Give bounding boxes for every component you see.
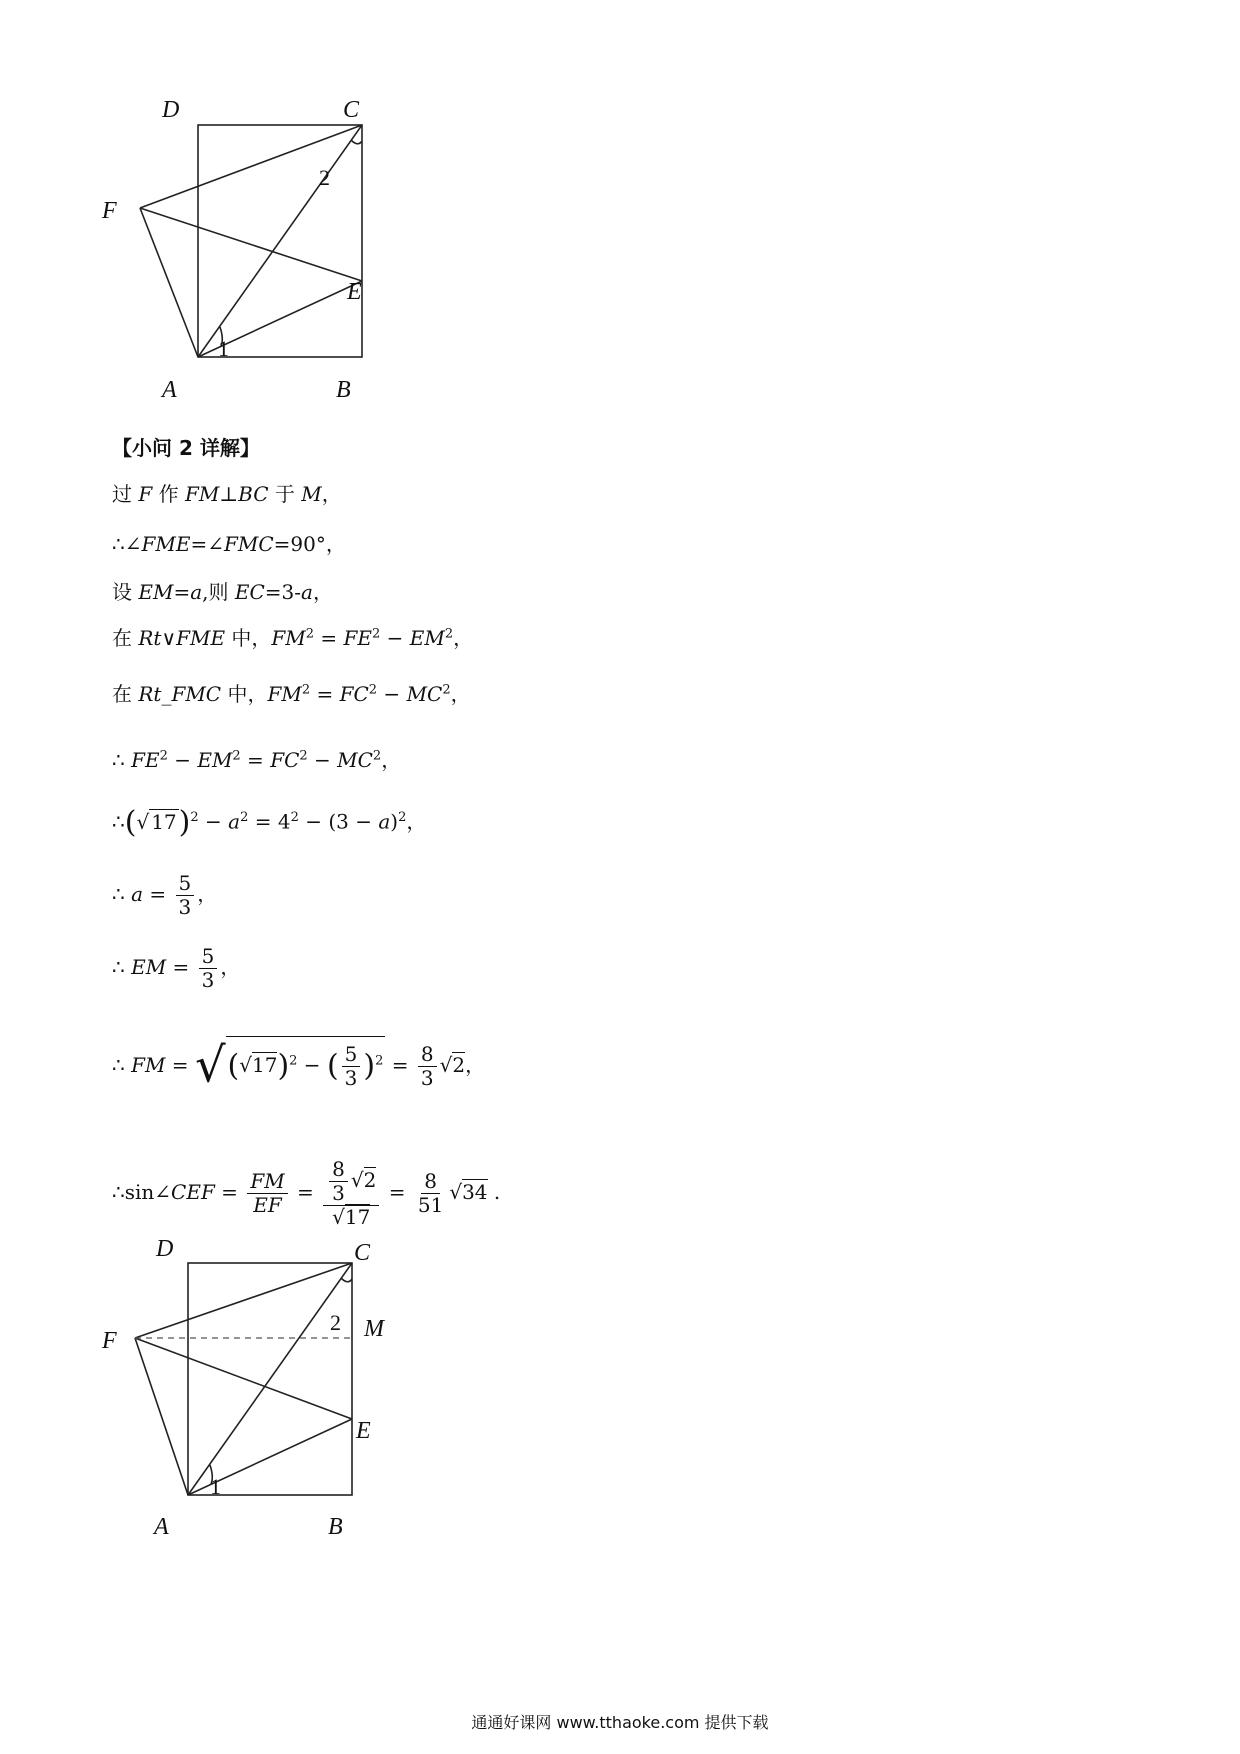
segment-fe (140, 208, 362, 281)
text: = (165, 1053, 195, 1077)
text: ， (321, 482, 342, 506)
text: = 4 (248, 809, 291, 834)
text: =3- (264, 580, 301, 604)
text: FE (343, 626, 373, 650)
text: − (3 − (298, 809, 379, 834)
fraction (176, 872, 195, 919)
numerator: 5 (176, 872, 195, 896)
text: ， (312, 580, 333, 604)
text: ， (381, 748, 402, 772)
denominator: 51 (417, 1193, 444, 1217)
text: EM (409, 626, 445, 650)
text: − (377, 682, 407, 706)
label-b: B (336, 377, 351, 403)
text: ， (450, 682, 471, 706)
text: M (301, 482, 322, 506)
text: 2 (368, 682, 378, 698)
text: MC (406, 682, 443, 706)
compound-fraction (323, 1158, 379, 1229)
fraction (415, 1170, 446, 1217)
text: = (314, 626, 344, 650)
angle-arc-2 (341, 1278, 352, 1282)
text: 2 (159, 748, 168, 764)
segment-fa (135, 1338, 188, 1495)
text: sin∠ (124, 1180, 172, 1204)
text: ∴ (112, 882, 132, 906)
text: √ (239, 1053, 252, 1077)
text: ∴ (112, 1180, 125, 1204)
label-f: F (102, 1328, 117, 1354)
text: =90°， (273, 532, 346, 556)
text: 在 (112, 682, 139, 706)
text: ， (197, 882, 218, 906)
text: 17 (344, 1205, 371, 1229)
step-6 (112, 748, 401, 772)
text: 2 (452, 1053, 466, 1077)
text: 17 (151, 809, 177, 834)
text: FM (267, 682, 302, 706)
text: 作 (152, 482, 185, 506)
text: − (307, 748, 338, 772)
step-1 (112, 482, 342, 506)
step-9 (112, 945, 240, 992)
figure-2 (100, 1228, 520, 1558)
text: FM⊥BC (184, 482, 269, 506)
segment-ac (188, 1263, 352, 1495)
text: EM (131, 955, 167, 979)
segment-fc (135, 1263, 352, 1338)
sqrt-17 (136, 810, 178, 834)
text: √ (136, 809, 150, 834)
numerator: 8 (329, 1158, 348, 1182)
text: = (382, 1180, 412, 1204)
denominator: 3 (332, 1181, 345, 1205)
text: − (297, 1053, 327, 1077)
text: FE (131, 748, 160, 772)
text: 2 (372, 748, 382, 764)
text: ( (124, 805, 137, 840)
text: 2 (398, 809, 407, 825)
text: FMC (223, 532, 274, 556)
denominator: EF (253, 1193, 282, 1217)
denominator: 3 (420, 1066, 434, 1090)
text: ) (363, 1048, 376, 1084)
fraction (247, 1170, 287, 1217)
text: EM=a (138, 580, 203, 604)
text: CEF (171, 1180, 215, 1204)
step-3 (112, 580, 333, 604)
label-b: B (328, 1514, 343, 1540)
label-f: F (102, 198, 117, 224)
text: 设 (112, 580, 139, 604)
segment-fa (140, 208, 198, 357)
text: FC (339, 682, 369, 706)
figure-1 (100, 95, 520, 425)
label-e: E (356, 1418, 371, 1444)
text: = (166, 955, 196, 979)
text: ， (406, 809, 427, 834)
label-d: D (162, 97, 180, 123)
text: a (301, 580, 313, 604)
fraction (418, 1043, 437, 1090)
text: 于 (268, 482, 302, 506)
text: ， (465, 1053, 486, 1077)
text: FM (131, 1053, 166, 1077)
section-heading: 【小问 2 详解】 (112, 436, 260, 460)
text: Rt_FMC (138, 682, 222, 706)
text: ) (277, 1048, 290, 1084)
step-11 (112, 1158, 500, 1229)
angle-label-2: 2 (330, 1310, 341, 1335)
text: 17 (252, 1053, 278, 1077)
step-8 (112, 872, 217, 919)
text: ∴ (112, 809, 125, 834)
angle-label-1: 1 (210, 1474, 221, 1499)
text: √ (439, 1053, 453, 1077)
text: a (228, 809, 241, 834)
label-a: A (154, 1514, 169, 1540)
footer: 通通好课网 www.tthaoke.com 提供下载 (471, 1713, 769, 1732)
text: 34 (462, 1180, 488, 1204)
text: F (138, 482, 153, 506)
text: 中， (225, 626, 272, 650)
denominator (329, 1206, 373, 1229)
text: 2 (442, 682, 451, 698)
angle-label-2: 2 (319, 165, 330, 190)
text: √ (449, 1180, 463, 1204)
text: 2 (305, 626, 315, 642)
text: 2 (299, 748, 308, 764)
denominator: 3 (344, 1066, 358, 1090)
step-4 (112, 626, 473, 650)
text: ( (326, 1048, 339, 1084)
text: 在 (112, 626, 139, 650)
text: a (131, 882, 144, 906)
text: ( (227, 1048, 240, 1084)
fraction (199, 945, 218, 992)
text: FM (271, 626, 306, 650)
angle-label-1: 1 (218, 336, 229, 361)
text: 2 (444, 626, 454, 642)
label-e: E (347, 279, 362, 305)
label-c: C (343, 97, 360, 123)
numerator: 8 (418, 1043, 437, 1067)
denominator: 3 (178, 895, 192, 919)
text: = (240, 748, 271, 772)
label-a: A (162, 377, 177, 403)
text: − (167, 748, 198, 772)
step-7 (112, 805, 426, 841)
text: = (290, 1180, 321, 1204)
text: ) (178, 805, 191, 840)
text: ∴ (112, 748, 132, 772)
text: − (198, 809, 229, 834)
text: Rt∨FME (138, 626, 226, 650)
text: − (380, 626, 410, 650)
text: ∴ (112, 1053, 132, 1077)
segment-ac (198, 125, 362, 357)
text: =∠ (190, 532, 224, 556)
numerator: 5 (199, 945, 218, 969)
text: = (385, 1053, 415, 1077)
text: 2 (375, 1053, 384, 1069)
text: EM (197, 748, 233, 772)
text: FME (141, 532, 191, 556)
radicand (226, 1036, 386, 1090)
text: FC (270, 748, 300, 772)
text: 2 (372, 626, 381, 642)
text: √ (194, 1037, 226, 1094)
text: ， (220, 955, 241, 979)
text: 过 (112, 482, 139, 506)
text: 2 (232, 748, 241, 764)
text: ) (390, 809, 399, 834)
angle-arc-2 (351, 140, 362, 144)
text: 2 (190, 809, 199, 825)
text: ， (453, 626, 474, 650)
text: = (310, 682, 340, 706)
fraction (329, 1158, 348, 1205)
text: a (378, 809, 391, 834)
label-d: D (156, 1236, 174, 1262)
text: 2 (363, 1168, 377, 1192)
text: 2 (240, 809, 249, 825)
text: ∴∠ (112, 532, 142, 556)
big-sqrt (195, 1036, 385, 1095)
label-m: M (364, 1316, 384, 1342)
text: 2 (290, 809, 299, 825)
numerator: FM (247, 1170, 287, 1194)
text: = (143, 882, 173, 906)
text: MC (337, 748, 373, 772)
segment-fe (135, 1338, 352, 1419)
text: 中， (221, 682, 268, 706)
text: ,则 (202, 580, 235, 604)
step-10 (112, 1036, 485, 1095)
text: √ (332, 1205, 345, 1229)
text: √ (350, 1168, 364, 1192)
text: EC (234, 580, 265, 604)
text: = (214, 1180, 245, 1204)
text: 2 (301, 682, 311, 698)
step-2 (112, 532, 346, 556)
numerator: 8 (421, 1170, 440, 1194)
numerator: 5 (342, 1043, 361, 1067)
text: ∴ (112, 955, 132, 979)
denominator: 3 (201, 968, 215, 992)
numerator (323, 1158, 379, 1206)
text: 2 (289, 1053, 298, 1069)
label-c: C (354, 1240, 371, 1266)
step-5 (112, 682, 471, 706)
fraction (342, 1043, 361, 1090)
text: . (487, 1180, 501, 1204)
